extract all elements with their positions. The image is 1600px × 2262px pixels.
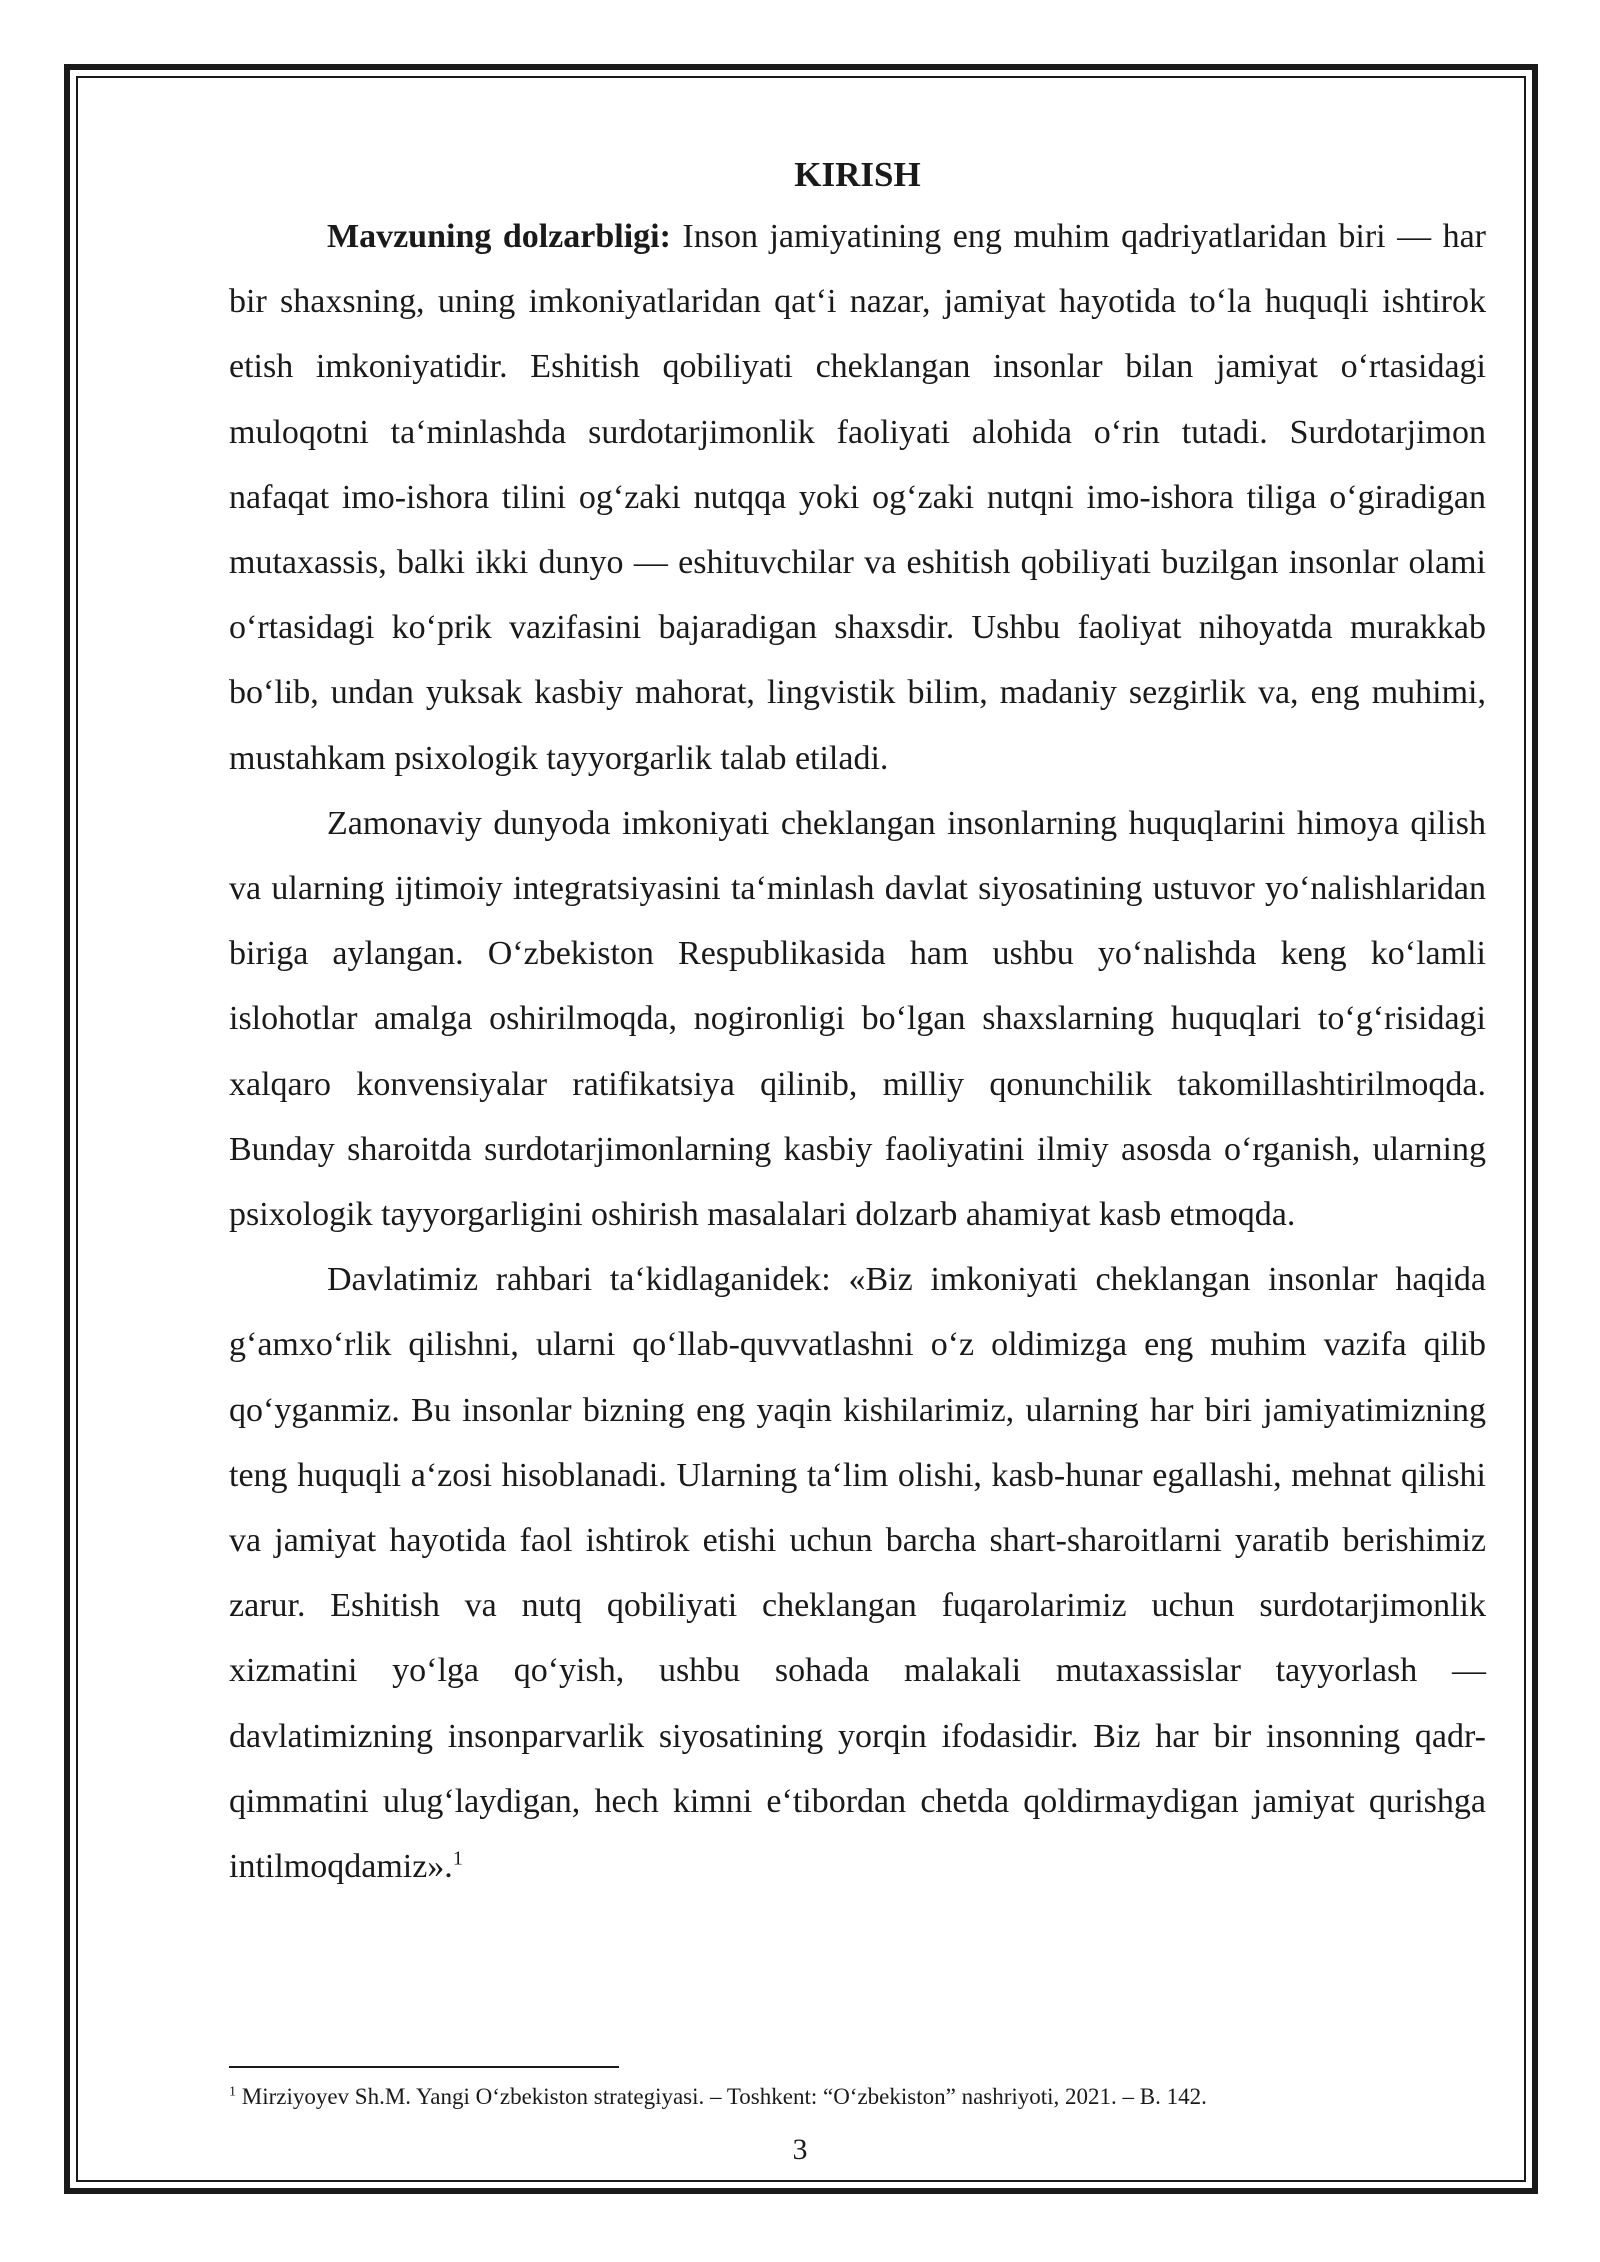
page-content — [229, 150, 1486, 1899]
section-title: KIRISH — [794, 155, 921, 194]
paragraph-modern-world — [229, 791, 1486, 1247]
footnote-text: Mirziyoyev Sh.M. Yangi Oʻzbekiston strategiyasi. – Toshkent: “Oʻzbekiston” nashriyoti, 2021. – B. 142. — [236, 2084, 1207, 2109]
footnote-separator — [229, 2066, 619, 2068]
paragraph-text: Zamonaviy dunyoda imkoniyati cheklangan insonlarning huquqlarini himoya qilish va ularning ijtimoiy integratsiyasini taʻminlash davlat siyosatining ustuvor yoʻnalishlaridan biriga aylangan. Oʻzbekiston Respublikasida ham ushbu yoʻnalishda keng koʻlamli islohotlar amalga oshirilmoqda, nogironligi boʻlgan shaxslarning huquqlari toʻgʻrisidagi xalqaro konvensiyalar ratifikatsiya qilinib, milliy qonunchilik takomillashtirilmoqda. Bunday sharoitda surdotarjimonlarning kasbiy faoliyatini ilmiy asosda oʻrganish, ularning psixologik tayyorgarligini oshirish masalalari dolzarb ahamiyat kasb etmoqda. — [229, 804, 1486, 1234]
paragraph-relevance — [229, 204, 1486, 791]
paragraph-lead: Mavzuning dolzarbligi: — [327, 218, 671, 255]
paragraph-quote — [229, 1247, 1486, 1899]
footnote-mark: 1 — [229, 2084, 236, 2100]
paragraph-text: Inson jamiyatining eng muhim qadriyatlaridan biri — har bir shaxsning, uning imkoniyatlaridan qatʻi nazar, jamiyat hayotida toʻla huquqli ishtirok etish imkoniyatidir. Eshitish qobiliyati cheklangan insonlar bilan jamiyat oʻrtasidagi muloqotni taʻminlashda surdotarjimonlik faoliyati alohida oʻrin tutadi. Surdotarjimon nafaqat imo-ishora tilini ogʻzaki nutqqa yoki ogʻzaki nutqni imo-ishora tiliga oʻgiradigan mutaxassis, balki ikki dunyo — eshituvchilar va eshitish qobiliyati buzilgan insonlar olami oʻrtasidagi koʻprik vazifasini bajaradigan shaxsdir. Ushbu faoliyat nihoyatda murakkab boʻlib, undan yuksak kasbiy mahorat, lingvistik bilim, madaniy sezgirlik va, eng muhimi, mustahkam psixologik tayyorgarlik talab etiladi. — [229, 218, 1486, 777]
footnote-reference[interactable]: 1 — [452, 1847, 463, 1870]
page-number: 3 — [792, 2133, 808, 2166]
footnote — [229, 2082, 1486, 2112]
paragraph-text: Davlatimiz rahbari taʻkidlaganidek: «Biz imkoniyati cheklangan insonlar haqida gʻamxoʻrlik qilishni, ularni qoʻllab-quvvatlashni oʻz oldimizga eng muhim vazifa qilib qoʻyganmiz. Bu insonlar bizning eng yaqin kishilarimiz, ularning har biri jamiyatimizning teng huquqli aʻzosi hisoblanadi. Ularning taʻlim olishi, kasb-hunar egallashi, mehnat qilishi va jamiyat hayotida faol ishtirok etishi uchun barcha shart-sharoitlarni yaratib berishimiz zarur. Eshitish va nutq qobiliyati cheklangan fuqarolarimiz uchun surdotarjimonlik xizmatini yoʻlga qoʻyish, ushbu sohada malakali mutaxassislar tayyorlash — davlatimizning insonparvarlik siyosatining yorqin ifodasidir. Biz har bir insonning qadr-qimmatini ulugʻlaydigan, hech kimni eʻtibordan chetda qoldirmaydigan jamiyat qurishga intilmoqdamiz». — [229, 1261, 1486, 1886]
